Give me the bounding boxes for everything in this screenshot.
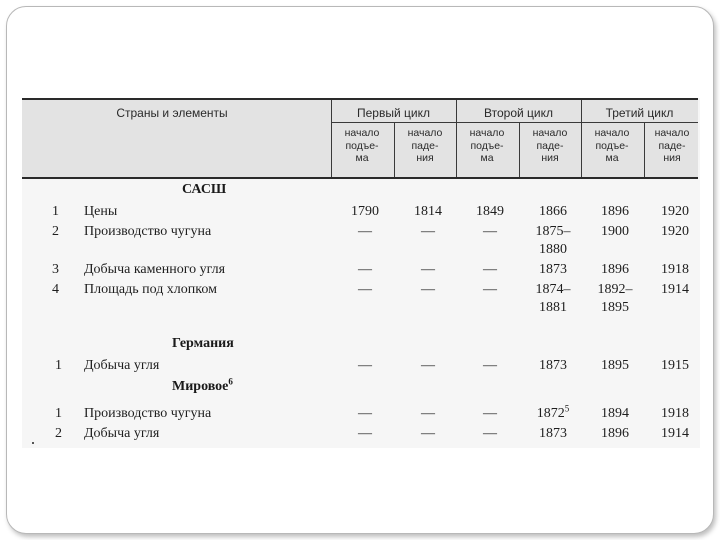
subheader-rise-3: начало подъе- ма [594,127,630,164]
header-third-cycle: Третий цикл [605,106,674,120]
subheader-fall-3: начало паде- ния [654,127,690,164]
subheader-fall-2: начало паде- ния [532,127,568,164]
table-header [22,98,698,179]
subheader-rise-1: начало подъе- ма [344,127,380,164]
subheader-rise-2: начало подъе- ма [469,127,505,164]
subheader-fall-1: начало паде- ния [407,127,443,164]
header-first-cycle: Первый цикл [357,106,430,120]
header-countries-elements: Страны и элементы [116,106,228,120]
section-title-usa: САСШ [182,182,227,197]
section-title-germany: Германия [172,336,234,351]
cycles-table: Страны и элементы Первый цикл Второй цикл Третий цикл начало подъе- ма начало паде- ния начало подъе- ма начало паде- ния начало подъе- ма начало паде- ния САСШ 1 Цены 1790 1814 1849 1866 1896 1920 2 Производство чугуна — — — 1875– 1880 1900 1920 3 Добыча каменного угля — — — 1873 1896 1918 4 Площадь под хлопком — — — 1874– 1881 1892– 1895 1914 Германия 1 Добыча угля — — — 1873 1895 1915 Мировое$^6$ 1 Производство чугуна — — — 1872$^5$ 1894 1918 2 Добыча угля — — — 1873 1896 1914 [22,98,700,448]
section-title-world: Мировое$^6$ [172,376,233,394]
header-second-cycle: Второй цикл [484,106,553,120]
scan-speck [32,442,34,444]
